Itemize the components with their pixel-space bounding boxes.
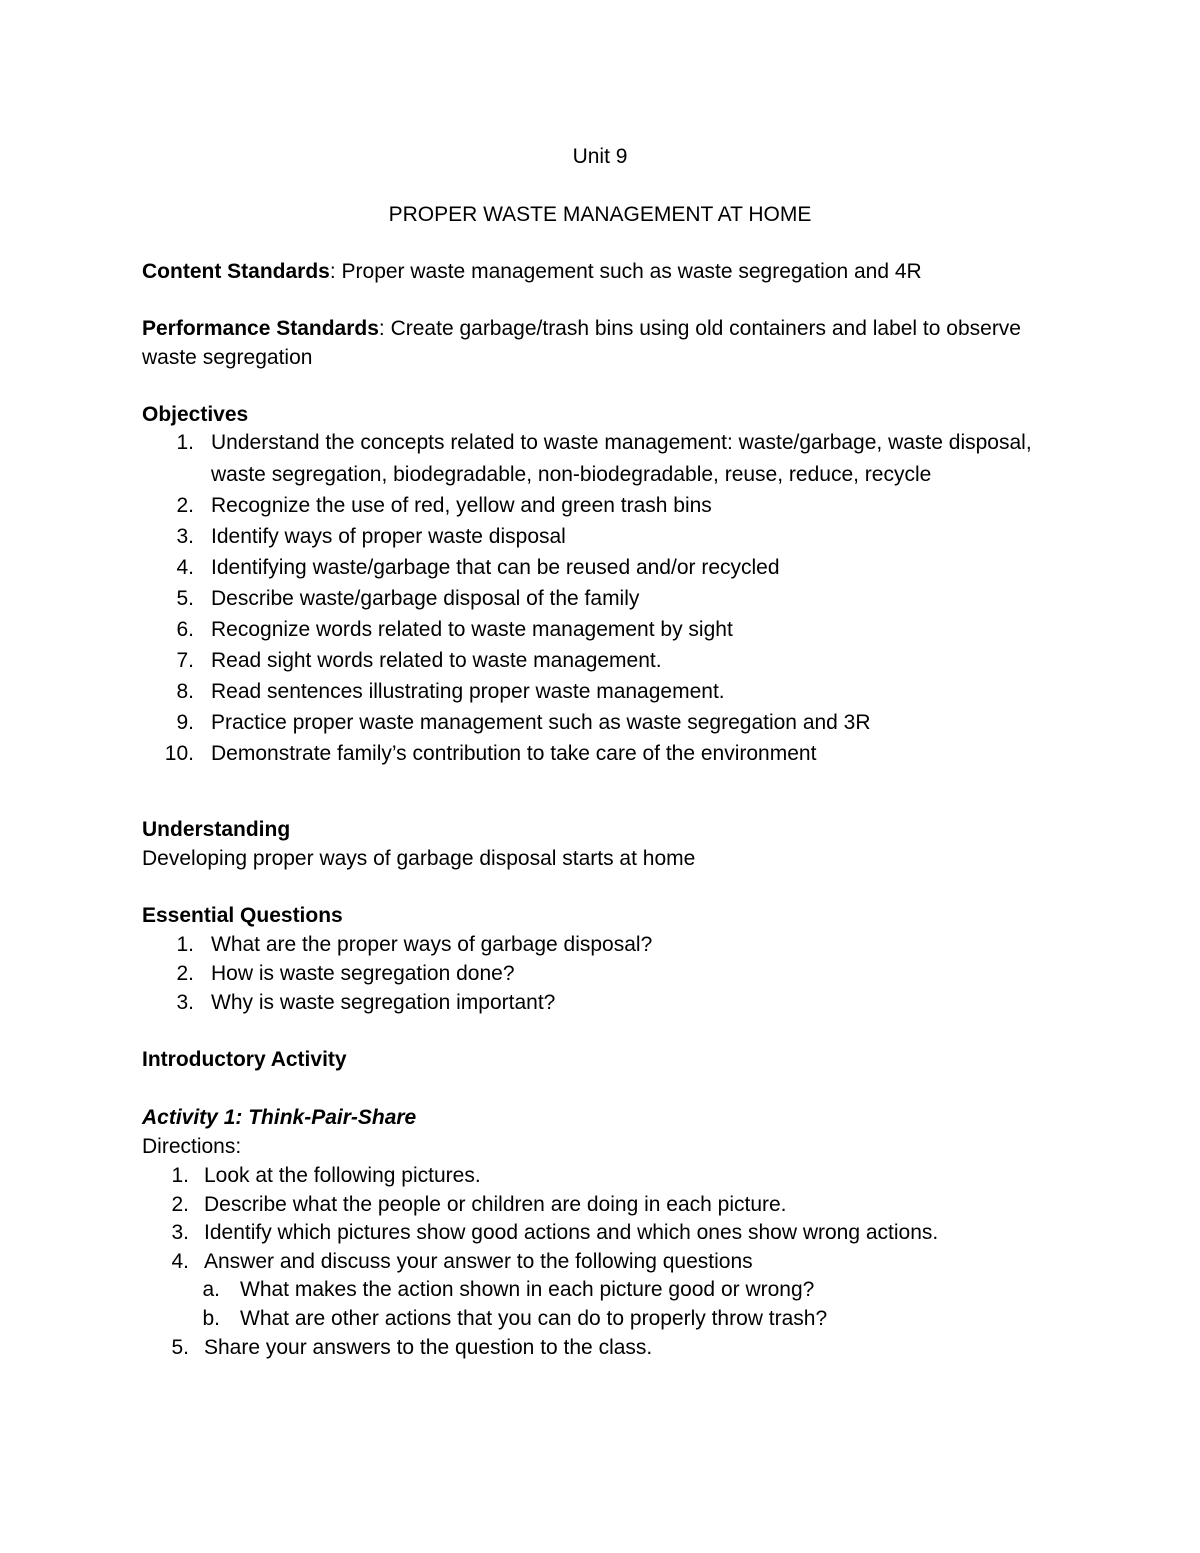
list-text: How is waste segregation done? xyxy=(211,962,515,985)
understanding-text: Developing proper ways of garbage disposal starts at home xyxy=(142,847,696,870)
list-letter: b. xyxy=(202,1307,220,1330)
content-standards xyxy=(142,259,922,284)
essential-questions-heading: Essential Questions xyxy=(142,904,343,927)
list-number: 2. xyxy=(171,1193,189,1216)
list-number: 8. xyxy=(176,680,194,703)
list-number: 1. xyxy=(171,1164,189,1187)
list-text: Understand the concepts related to waste management: waste/garbage, waste disposal, xyxy=(211,431,1032,454)
performance-standards-label: Performance Standards xyxy=(142,317,379,340)
activity-title: Activity 1: Think-Pair-Share xyxy=(142,1106,417,1129)
list-number: 5. xyxy=(171,1336,189,1359)
objectives-heading: Objectives xyxy=(142,403,249,426)
list-number: 4. xyxy=(176,556,194,579)
list-number: 4. xyxy=(171,1250,189,1273)
list-number: 3. xyxy=(176,991,194,1014)
list-number: 3. xyxy=(176,525,194,548)
list-number: 10. xyxy=(164,742,194,765)
list-text: Identifying waste/garbage that can be reused and/or recycled xyxy=(211,556,780,579)
unit-label: Unit 9 xyxy=(572,145,628,168)
understanding-heading: Understanding xyxy=(142,818,291,841)
performance-standards xyxy=(142,316,1021,341)
list-text: Describe waste/garbage disposal of the family xyxy=(211,587,640,610)
list-text: What makes the action shown in each picture good or wrong? xyxy=(240,1278,815,1301)
list-number: 1. xyxy=(176,933,194,956)
introductory-activity-heading: Introductory Activity xyxy=(142,1048,347,1071)
list-item-continuation: waste segregation, biodegradable, non-biodegradable, reuse, reduce, recycle xyxy=(211,463,932,486)
content-standards-label: Content Standards xyxy=(142,260,330,283)
list-number: 3. xyxy=(171,1221,189,1244)
list-number: 1. xyxy=(176,431,194,454)
list-text: Practice proper waste management such as waste segregation and 3R xyxy=(211,711,871,734)
list-text: Read sight words related to waste management. xyxy=(211,649,662,672)
list-letter: a. xyxy=(202,1278,220,1301)
list-text: Read sentences illustrating proper waste management. xyxy=(211,680,725,703)
list-text: What are other actions that you can do to properly throw trash? xyxy=(240,1307,828,1330)
list-number: 6. xyxy=(176,618,194,641)
content-standards-text: : Proper waste management such as waste segregation and 4R xyxy=(329,260,922,283)
list-text: Answer and discuss your answer to the following questions xyxy=(204,1250,753,1273)
performance-standards-text-line2: waste segregation xyxy=(142,346,313,369)
list-text: Identify ways of proper waste disposal xyxy=(211,525,566,548)
list-number: 7. xyxy=(176,649,194,672)
directions-label: Directions: xyxy=(142,1135,242,1158)
list-text: Describe what the people or children are doing in each picture. xyxy=(204,1193,787,1216)
list-number: 2. xyxy=(176,962,194,985)
list-number: 9. xyxy=(176,711,194,734)
list-text: Recognize the use of red, yellow and green trash bins xyxy=(211,494,712,517)
list-text: Look at the following pictures. xyxy=(204,1164,481,1187)
list-text: What are the proper ways of garbage disposal? xyxy=(211,933,653,956)
performance-standards-text-line1: : Create garbage/trash bins using old containers and label to observe xyxy=(378,317,1021,340)
list-text: Identify which pictures show good actions and which ones show wrong actions. xyxy=(204,1221,939,1244)
list-number: 5. xyxy=(176,587,194,610)
list-text: Demonstrate family’s contribution to take care of the environment xyxy=(211,742,817,765)
list-number: 2. xyxy=(176,494,194,517)
list-text: Recognize words related to waste management by sight xyxy=(211,618,733,641)
document-title: PROPER WASTE MANAGEMENT AT HOME xyxy=(388,203,812,226)
list-text: Share your answers to the question to the class. xyxy=(204,1336,653,1359)
list-text: Why is waste segregation important? xyxy=(211,991,556,1014)
